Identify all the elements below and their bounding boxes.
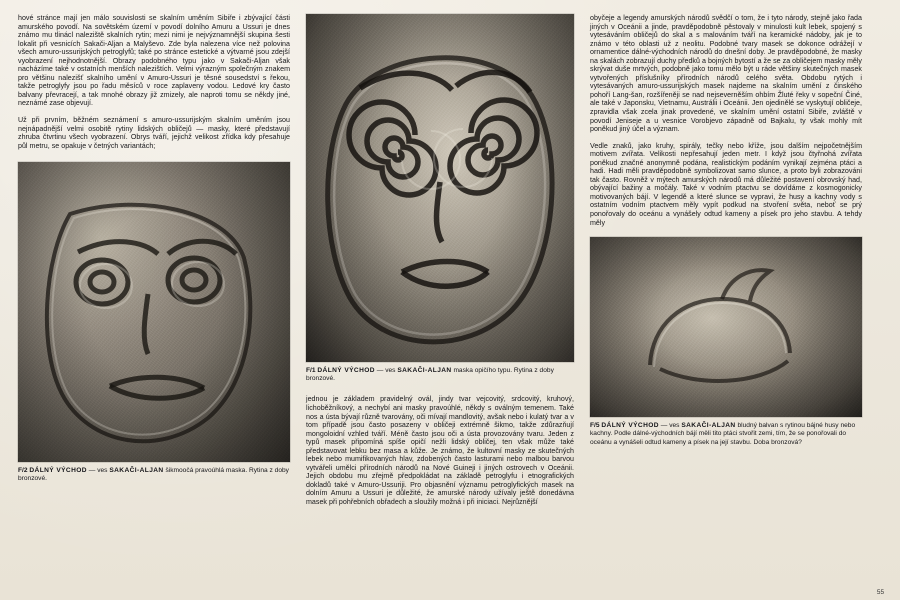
figure-f2-caption: F/2 DÁLNÝ VÝCHOD — ves SAKAČI-ALJAN šikmoočá pravoúhlá maska. Rytina z doby bronzové. [18, 467, 289, 483]
left-column [18, 14, 290, 590]
figure-f1-ves: ves [385, 367, 396, 374]
figure-f2-id: F/2 [18, 467, 28, 475]
figure-f2-ves: ves [97, 467, 108, 475]
figure-f1-caption: F/1 DÁLNÝ VÝCHOD — ves SAKAČI-ALJAN maska opičího typu. Rytina z doby bronzové. [306, 367, 554, 383]
middle-paragraph-1: jednou je základem pravidelný ovál, jindy tvar vejcovitý, srdcovitý, kruhový, lichoběžníkový, a nechybí ani masky pravoúhlé, někdy s oválným temenem. Také nos a ústa bývají různě tvarovány, oči mívají mandlovitý, avšak nebo i kulatý tvar a v tom případě jsou často posazeny v obličeji extrémně šikmo, takže zdůrazňují mongoloidní vzhled tváří. Méně často jsou oči a ústa provozovány tvaru. Jeden z typů masek připomíná spíše opičí nežli lidský obličej, ten však může také představovat lebku bez masa a kůže. Je známo, že kultovní masky ze skutečných lebek nebo mumifikovaných hlav, zdobených často lasturami nebo malbou barvou vytvářeli umělci přírodních národů na Nové Guineji i jiných ostrovech v Oceánii. Jejich obdobu mu zřejmě předpokládat na základě petroglyfu i etnografických dokladů také v Amuro-Ussuriji. Pro objasnění významu petroglyfických masek na dolním Amuru a Ussuri je důležité, že amurské národy užívaly ještě donedávna masek při pohřebních obřadech a sloužily možná i při iniciaci. Nejrůznější [306, 395, 574, 506]
figure-f5-caption: F/5 DÁLNÝ VÝCHOD — ves SAKAČI-ALJAN bludný balvan s rytinou bájné husy nebo kachny. Podle dálné-východních bájí měli tito ptáci stvořit zemi, tím, že se ponořovali do oceánu a vynášeli odtud kameny a písek na její stavbu. Doba bronzová? [590, 422, 856, 446]
figure-f1-photo [306, 14, 574, 362]
figure-f5-ves: ves [669, 422, 680, 430]
figure-f2-photo [18, 162, 290, 462]
left-paragraph-2: Už při prvním, běžném seznámení s amuro-ussurijským skalním uměním jsou nejnápadnější velmi osobitě rytiny lidských obličejů — masky, které představují zhruba čtvrtinu všech vyobrazení. Obrys tváří, jejichž velikost zřídka kdy přesahuje půl metru, se opakuje v četných variantách; [18, 116, 290, 150]
left-paragraph-1: hové stránce mají jen málo souvislosti se skalním uměním Sibiře i zbývající části amurského povodí. Na sovětském území v povodí dolního Amuru a Ussuri je dnes známo mu tlinácl naleziště skalních rytin; mezi nimi je nejvýznamnější skupina šesti lokalit při vesnicích Sakači-Aljan a Malyševo. Zde byla nalezena více než polovina všech amuro-ussurijských petroglyfů; také po stránce estetické a výtvarné jsou zdejší vyobrazení nejhodnotnější. Obrazy podobného typu jako v Sakači-Aljan však nacházíme také v ostatních menších nalezištích. Velmi výrazným společným znakem pro většinu nalezišť skalního umění v Amuro-Ussuri je těsné sousedství s řekou, takže petroglyfy jsou po řadu měsíců v roce zaplaveny vodou. Ledové kry často balvany převracejí, a tak mnohé obrazy již zmizely, ale naproti tomu se někdy jiné, neznámé zase objevují. [18, 14, 290, 108]
figure-f1-id: F/1 [306, 367, 316, 374]
figure-f5-id: F/5 [590, 422, 600, 430]
figure-f5-site: SAKAČI-ALJAN [681, 422, 736, 430]
figure-f5-place: DÁLNÝ VÝCHOD [601, 422, 659, 430]
figure-f2-text: šikmoočá pravoúhlá maska. Rytina z doby bronzové. [18, 467, 289, 483]
figure-f2-site: SAKAČI-ALJAN [109, 467, 164, 475]
page-columns [18, 14, 882, 590]
figure-f2-place: DÁLNÝ VÝCHOD [29, 467, 87, 475]
page-number: 55 [876, 589, 884, 596]
middle-column [306, 14, 574, 590]
right-paragraph-2: Vedle znaků, jako kruhy, spirály, tečky nebo kříže, jsou dalším nejpočetnějším motivem zvířata. Velikosti nepřesahují jeden metr. I když jsou čtyřnohá zvířata poněkud značné anonymně podána, realistickým podáním vynikají zejména ptáci a hadi. Hadi měli pravděpodobně symbolizovat samo slunce, a proto byli zobrazováni tak často. Rovněž v mýtech amurských národů má důležité postavení obrovský had, obývající bažiny a močály. Také v vodním ptactvu se dovídáme z kosmogonicky motivovaných bájí. V legendě a které slunce se vypravi, že husy a kachny vody s ostatním vodním ptactvem měly vypít podkud na stvoření světa, neboť se prý ponořovaly do oceánu a vynášely odtud kameny a písek pro jeho stavbu. A tehdy měly [590, 141, 862, 227]
figure-f1-text: maska opičího typu. Rytina z doby bronzové. [306, 367, 554, 383]
right-column [590, 14, 862, 590]
right-paragraph-1: obyčeje a legendy amurských národů svědčí o tom, že i tyto národy, stejně jako řada jiných v Oceánii a jinde, pravděpodobně pěstovaly v minulosti kult lebek, spojený s vytesáváním obličejů do skal a s malováním tváří na keramické nádoby, jak je to známo v této oblasti už z neolitu. Podobné tvary masek se dokonce odrážejí v ornamentice dálné-východních národů do dnešní doby. Je pravděpodobné, že masky na skalách zobrazují duchy předků a bojných bytostí a že se za obličejem masky měly skrývat duše mrtvých, podobně jako tomu mělo být u ráde většiny skutečných masek vytvořených příslušníky přírodních národů celého světa. Obdobu rytých i vytesávaných amuro-ussurijských masek najdeme na skalním umění z činského pohoří Lang-šan, rozšířeněji se nad nejseverněším ohbím Žluté řeky v sopeční Činé, ale také v Japonsku, Vietnamu, Austrálii i Oceánii. Jen ojedinělé se vyskytují obličeje, zpravidla však zcela jinak provedené, ve skalním umění ostatní Sibiře, zvláště v povodí Jeniseje a u vesnice Vorobjevo západně od Bajkalu, ty však mohly mít poněkud jiný účel a význam. [590, 14, 862, 134]
figure-f1-site: SAKAČI-ALJAN [397, 367, 452, 374]
figure-f1-place: DÁLNÝ VÝCHOD [317, 367, 375, 374]
figure-f5-photo [590, 237, 862, 417]
figure-f5-text: bludný balvan s rytinou bájné husy nebo kachny. Podle dálné-východních bájí měli tito ptáci stvořit zemi, tím, že se ponořovali do oceánu a vynášeli odtud kameny a písek na její stavbu. Doba bronzová? [590, 422, 856, 446]
